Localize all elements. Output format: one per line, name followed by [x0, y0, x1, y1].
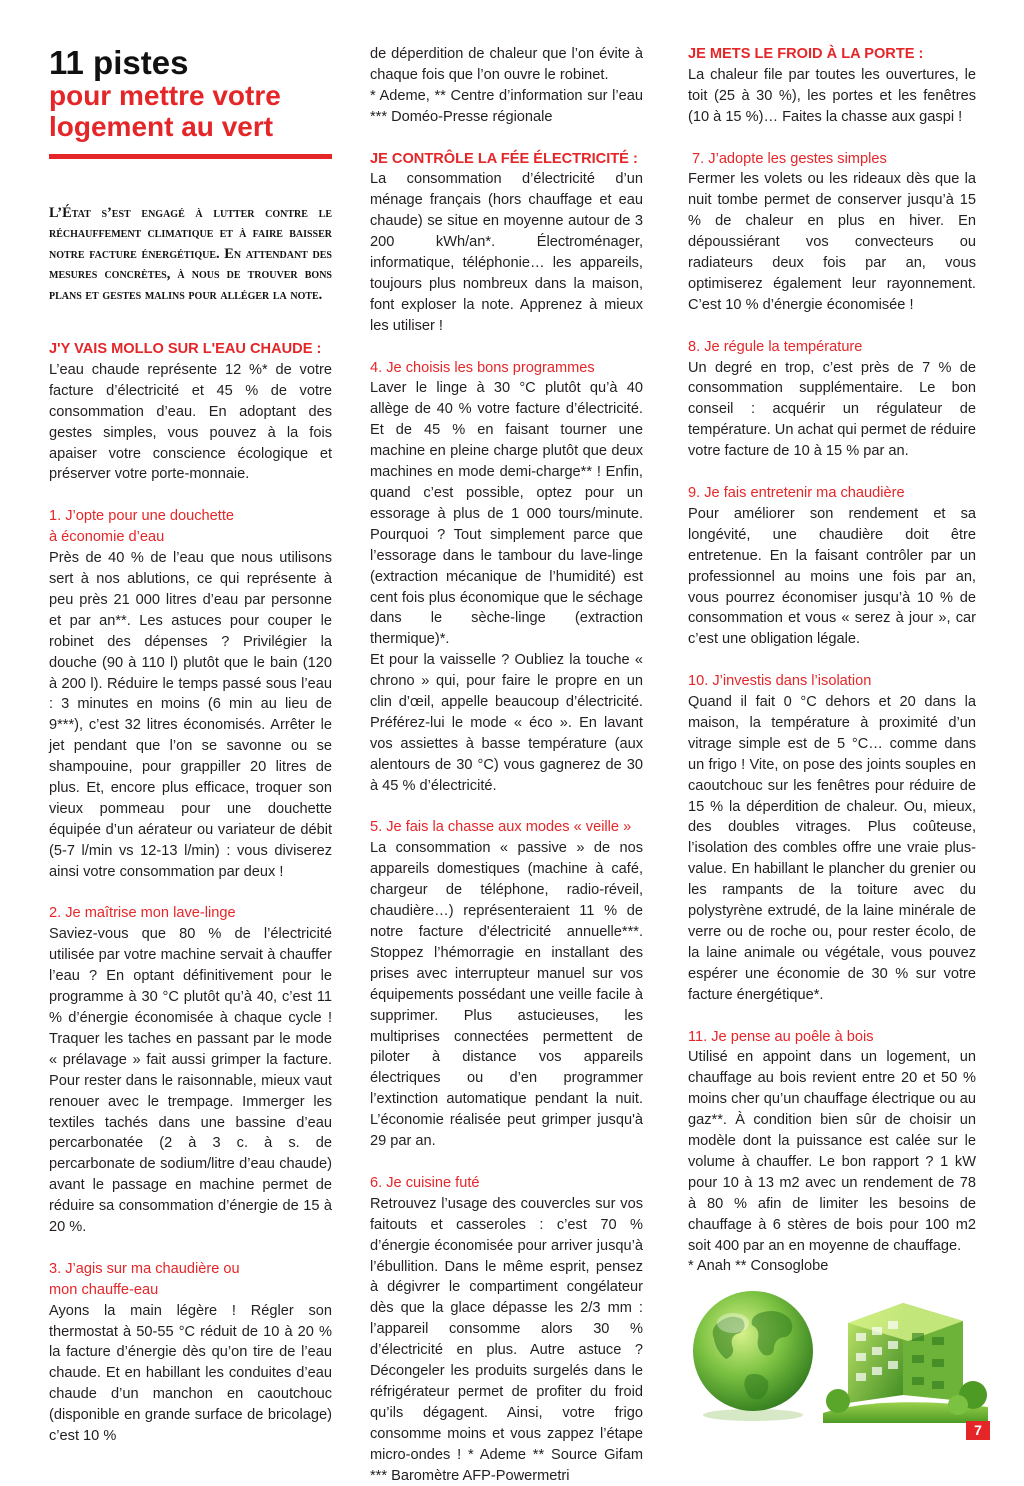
tip-2-heading: 2. Je maîtrise mon lave-linge [49, 905, 236, 922]
page-subtitle-line2: logement au vert [49, 111, 274, 142]
page-title: 11 pistes [49, 44, 189, 81]
section-text-eau-chaude: L’eau chaude représente 12 %* de votre facture d’électricité et 45 % de votre consommation d’eau. En adoptant des gestes simples, vous pouvez à la fois apaiser votre conscience écologique et préserver votre porte-monnaie. [49, 361, 332, 483]
intro-paragraph: L’État s’est engagé à lutter contre le réchauffement climatique et à faire baisser notre facture énergétique. En attendant des mesures concrètes, à nous de trouver bons plans et gestes malins pour alléger la note. [49, 205, 332, 303]
tip-3-text-continued: de déperdition de chaleur que l’on évite à chaque fois que l’on ouvre le robinet. [370, 46, 643, 83]
section-heading-eau-chaude: J'Y VAIS MOLLO SUR L'EAU CHAUDE : [49, 341, 322, 358]
tip-4-text-2: Et pour la vaisselle ? Oubliez la touche « chrono » qui, pour faire le propre en un clin d’œil, appelle beaucoup d’électricité. Préférez-lui le mode « éco ». En lavant vos assiettes à basse température (aux alentours de 30 °C) vous gagnerez de 30 à 45 % d’électricité. [370, 652, 643, 794]
tip-2-text: Saviez-vous que 80 % de l’électricité utilisée par votre machine servait à chauffer l’eau ? En optant définitivement pour le programme à 30 °C plutôt qu’à 40, c’est 11 % d’énergie économisée à chaque cycle ! Traquer les taches en passant par le mode « prélavage » fait aussi grimper la facture. Pour rester dans le raisonnable, mieux vaut renouer avec le trempage. Immerger les textiles tachés dans une bassine d’eau percarbonatée (2 à 3 c. à s. de percarbonate de sodium/litre d’eau chaude) avant le passage en machine permet de réduire sa consommation d’énergie de 15 à 20 %. [49, 926, 332, 1236]
tip-5-heading: 5. Je fais la chasse aux modes « veille » [370, 819, 632, 836]
green-building-icon [823, 1303, 988, 1423]
tip-11-text: Utilisé en appoint dans un logement, un chauffage au bois revient entre 20 et 50 % moins cher qu’un chauffage électrique ou au gaz**. À condition bien sûr de choisir un modèle dont la puissance est calée sur le volume à chauffer. Le bon rapport ? 1 kW pour 10 à 13 m2 avec un rendement de 78 à 80 % afin de limiter les besoins de chauffage à 6 stères de bois pour 100 m2 soit 400 par an en moyenne de chauffage. [688, 1049, 976, 1254]
tip-6-text: Retrouvez l’usage des couvercles sur vos faitouts et casseroles : c’est 70 % d’énergie économisée pour arriver jusqu’à l’ébullition. Dans le même esprit, pensez à dégivrer le compartiment congélateur dès que la glace dépasse les 2/3 mm : l’appareil consomme alors 30 % d’électricité en plus. Autre astuce ? Décongeler les produits surgelés dans le réfrigérateur permet de profiter du froid qu’ils dégagent. Ainsi, votre frigo consomme moins et vous zappez l’étape micro-ondes ! * Ademe ** Source Gifam *** Baromètre AFP-Powermetri [370, 1195, 643, 1484]
tip-8-text: Un degré en trop, c’est près de 7 % de consommation supplémentaire. Le bon conseil : acquérir un régulateur de température. Un achat qui permet de réduire votre facture de 10 à 15 % par an. [688, 359, 976, 460]
section-text-froid: La chaleur file par toutes les ouvertures, le toit (25 à 30 %), les portes et les fenêtres (10 à 15 %)… Faites la chasse aux gaspi ! [688, 66, 976, 125]
title-divider [49, 154, 332, 159]
column-2 [370, 44, 643, 1486]
tip-3-text: Ayons la main légère ! Régler son thermostat à 50-55 °C réduit de 10 à 20 % la facture d’énergie dès qu’on tire de l’eau chaude. Et en habillant les conduites d’eau chaude d’un manchon en caoutchouc (disponible en grande surface de bricolage) c’est 10 % [49, 1302, 332, 1445]
tip-11-footnotes: * Anah ** Consoglobe [688, 1258, 829, 1275]
tip-4-text: Laver le linge à 30 °C plutôt qu’à 40 allège de 40 % votre facture d’électricité. Et de 45 % en faisant tourner une machine en pleine charge plutôt que deux machines en mode demi-charge** ! Enfin, quand c’est possible, optez pour un essorage à plus de 1 000 tours/minute. Pourquoi ? Tout simplement parce que l’essorage dans le tambour du lave-linge (extraction mécanique de l’humidité) est cent fois plus économique que le séchage dans le sèche-linge (extraction thermique)*. [370, 380, 643, 648]
tip-9-heading: 9. Je fais entretenir ma chaudière [688, 484, 905, 501]
tip-3-heading-a: 3. J’agis sur ma chaudière ou [49, 1260, 240, 1277]
tip-5-text: La consommation « passive » de nos appareils domestiques (machine à café, chargeur de téléphone, radio-réveil, chaudière…) représenteraient 11 % de notre facture d'électricité annuelle***. Stoppez l’hémorragie en installant des prises avec interrupteur manuel sur vos équipements possédant une veille facile à supprimer. Plus astucieuses, les multiprises connectées permettent de piloter à distance vos appareils électriques ou d’en programmer l’extinction automatique pendant la nuit. L’économie réalisée peut grimper jusqu'à 29 par an. [370, 840, 643, 1150]
tip-10-heading: 10. J’investis dans l’isolation [688, 673, 872, 690]
tip-1-heading-b: à économie d’eau [49, 529, 165, 546]
tip-3-footnotes: * Ademe, ** Centre d’information sur l’eau *** Doméo-Presse régionale [370, 87, 643, 125]
tip-7-heading: 7. J’adopte les gestes simples [688, 150, 887, 167]
page-subtitle-line1: pour mettre votre [49, 80, 281, 111]
tip-11-heading: 11. Je pense au poêle à bois [688, 1028, 874, 1045]
column-1 [49, 44, 332, 1447]
tip-7-text: Fermer les volets ou les rideaux dès que la nuit tombe permet de conserver jusqu’à 15 % de chaleur en plus en hiver. En dépoussiérant vos convecteurs ou radiateurs deux fois par an, vous optimiserez également leur rayonnement. C’est 10 % d’énergie économisée ! [688, 171, 976, 313]
tip-3-heading-b: mon chauffe-eau [49, 1281, 159, 1298]
tip-6-heading: 6. Je cuisine futé [370, 1174, 480, 1191]
tip-9-text: Pour améliorer son rendement et sa longévité, une chaudière doit être entretenue. En la faisant contrôler par un professionnel au moins une fois par an, vous pourrez économiser jusqu’à 10 % de consommation et vous « serez à jour », car c’est une obligation légale. [688, 505, 976, 648]
tip-8-heading: 8. Je régule la température [688, 338, 863, 355]
page-number: 7 [966, 1421, 990, 1440]
tip-1-text: Près de 40 % de l’eau que nous utilisons sert à nos ablutions, ce qui représente à peu près 21 000 litres d’eau par personne et par an**. Les astuces pour couper le robinet des dépenses ? Privilégier la douche (90 à 110 l) plutôt que le bain (120 à 200 l). Réduire le temps passé sous l’eau : 3 minutes en moins (6 min au lieu de 9***), c’est 32 litres économisés. Arrêter le jet pendant que l’on se savonne ou se shampouine, pour grappiller 20 litres de plus. Et, encore plus efficace, troquer son vieux pommeau pour une douchette équipée d’un aérateur ou variateur de débit (5-7 l/min vs 12-13 l/min) : vous diviserez ainsi votre consommation par deux ! [49, 550, 332, 880]
tip-10-text: Quand il fait 0 °C dehors et 20 dans la maison, la température à proximité d’un vitrage simple est de 5 °C… comme dans un frigo ! Vite, on pose des joints souples en caoutchouc sur les fenêtres pour réduire de 15 % la déperdition de chaleur. Ou, mieux, des doubles vitrages. Plus coûteuse, l’isolation des combles offre une vraie plus-value. En habillant le plancher du grenier ou les rampants de la toiture avec du polystyrène extrudé, de la laine minérale de verre ou de roche ou, pour rester écolo, de la laine animale ou végétale, vous pouvez espérer une économie de 30 % sur votre facture énergétique*. [688, 694, 976, 1003]
section-text-electricite: La consommation d’électricité d’un ménage français (hors chauffage et eau chaude) se situe en moyenne autour de 3 200 kWh/an*. Électroménager, informatique, téléphonie… les appareils, toujours plus nombreux dans la maison, font exploser la note. Apprenez à mieux les utiliser ! [370, 171, 643, 334]
globe-icon [693, 1291, 813, 1421]
green-illustration [688, 1283, 988, 1423]
column-3 [688, 44, 976, 1277]
section-heading-froid: JE METS LE FROID À LA PORTE : [688, 46, 924, 62]
tip-4-heading: 4. Je choisis les bons programmes [370, 359, 595, 376]
globe-and-building-image [688, 1283, 988, 1423]
tip-1-heading-a: 1. J’opte pour une douchette [49, 508, 234, 525]
section-heading-electricite: JE CONTRÔLE LA FÉE ÉLECTRICITÉ : [370, 150, 638, 167]
